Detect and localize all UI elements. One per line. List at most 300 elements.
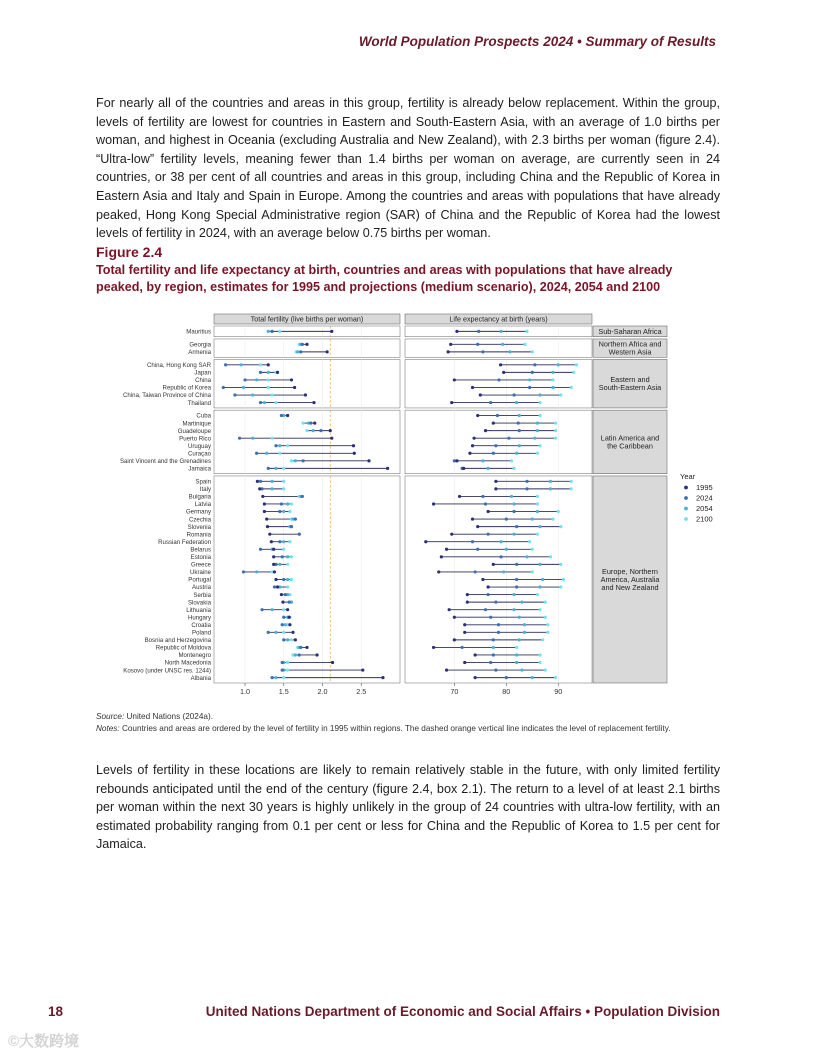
footer-division: United Nations Department of Economic and Social Affairs • Population Division: [205, 1004, 720, 1019]
country-label: China, Hong Kong SAR: [146, 362, 211, 370]
data-point-2024: [280, 414, 283, 417]
data-point-2024: [492, 638, 495, 641]
data-point-2054: [286, 578, 289, 581]
data-point-1995: [305, 646, 308, 649]
data-point-1995: [471, 444, 474, 447]
data-point-2054: [536, 429, 539, 432]
data-point-1995: [445, 668, 448, 671]
data-point-2054: [286, 502, 289, 505]
data-point-1995: [353, 452, 356, 455]
data-point-2024: [282, 578, 285, 581]
panel-title: Total fertility (live births per woman): [250, 314, 364, 324]
data-point-2100: [282, 631, 285, 634]
data-point-1995: [261, 495, 264, 498]
data-point-2024: [259, 371, 262, 374]
data-point-2054: [541, 578, 544, 581]
data-point-1995: [263, 510, 266, 513]
intro-paragraph: For nearly all of the countries and areas in this group, fertility is already below replacement. Within the group, levels of fertility are lowest for countries in Eastern and South-Eastern Asia, with an average of 1.0 births per woman, and highest in Oceania (excluding Australia and New Zealand), with 2.3 births per woman (figure 2.4). “Ultra-low” fertility levels, meaning fewer than 1.4 births per woman on average, are currently seen in 24 countries, or 38 per cent of all countries and areas in this group, including China and the Republic of Korea in Eastern Asia and Italy and Spain in Europe. Among the countries and areas with populations that have already peaked, Hong Kong Special Administrative region (SAR) of China and the Republic of Korea had the lowest levels of fertility in 2024, with an average below 0.75 births per woman.: [96, 96, 720, 241]
data-point-2024: [259, 401, 262, 404]
data-point-1995: [352, 444, 355, 447]
data-point-2100: [536, 495, 539, 498]
panel-title: Life expectancy at birth (years): [449, 314, 548, 324]
data-point-2024: [531, 371, 534, 374]
data-point-2024: [299, 646, 302, 649]
data-point-2054: [278, 563, 281, 566]
data-point-2100: [559, 393, 562, 396]
data-point-2100: [536, 452, 539, 455]
country-label: Guadeloupe: [177, 427, 211, 435]
data-point-2054: [515, 661, 518, 664]
data-point-1995: [272, 548, 275, 551]
data-point-1995: [449, 343, 452, 346]
data-point-2024: [278, 540, 281, 543]
data-point-2100: [575, 363, 578, 366]
country-label: Lithuania: [186, 606, 211, 614]
data-point-2054: [284, 623, 287, 626]
data-point-2100: [528, 540, 531, 543]
country-label: Estonia: [190, 554, 211, 562]
data-point-1995: [315, 653, 318, 656]
data-point-2054: [515, 653, 518, 656]
data-point-1995: [386, 467, 389, 470]
data-point-2024: [271, 676, 274, 679]
data-point-2024: [309, 421, 312, 424]
data-point-2054: [296, 350, 299, 353]
data-point-2024: [284, 593, 287, 596]
data-point-2054: [499, 540, 502, 543]
data-point-2100: [515, 646, 518, 649]
data-point-2024: [301, 343, 304, 346]
country-label: Italy: [199, 486, 211, 494]
country-label: China, Taiwan Province of China: [123, 392, 211, 400]
data-point-2100: [557, 510, 560, 513]
data-point-2054: [255, 570, 258, 573]
data-point-2054: [528, 378, 531, 381]
data-point-2024: [302, 459, 305, 462]
tick-label: 70: [450, 687, 459, 696]
country-label: Ukraine: [190, 569, 211, 577]
followup-paragraph: Levels of fertility in these locations are likely to remain relatively stable in the future, with only limited fertility rebounds anticipated until the end of the century (figure 2.4, box 2.1). The return to a level of at least 2.1 births per woman within the next 30 years is highly unlikely in the group of 24 countries with ultra-low fertility, with an estimated probability ranging from 0.1 per cent or less for China and the Republic of Korea to 1.5 per cent for Jamaica.: [96, 763, 720, 852]
legend-swatch-2100: [684, 517, 688, 521]
data-point-1995: [487, 510, 490, 513]
country-label: Greece: [191, 561, 211, 569]
data-point-1995: [293, 386, 296, 389]
data-point-2100: [554, 421, 557, 424]
data-point-2100: [288, 510, 291, 513]
data-point-2054: [520, 601, 523, 604]
data-point-2024: [282, 616, 285, 619]
data-point-2024: [525, 487, 528, 490]
legend-title: Year: [680, 472, 696, 481]
country-label: Georgia: [189, 341, 211, 349]
data-point-2024: [273, 585, 276, 588]
data-point-2054: [551, 371, 554, 374]
country-label: Puerto Rico: [179, 435, 211, 443]
data-point-2100: [282, 487, 285, 490]
running-title: World Population Prospects 2024 • Summary of Results: [358, 34, 716, 49]
data-point-2054: [267, 371, 270, 374]
data-point-1995: [499, 363, 502, 366]
data-point-2100: [531, 350, 534, 353]
data-point-2100: [290, 555, 293, 558]
data-point-1995: [258, 487, 261, 490]
tick-label: 1.5: [278, 687, 289, 696]
data-point-1995: [432, 502, 435, 505]
data-point-1995: [479, 393, 482, 396]
data-point-1995: [463, 631, 466, 634]
data-point-2024: [515, 578, 518, 581]
legend-label: 2100: [696, 514, 713, 524]
data-point-2024: [280, 502, 283, 505]
region-label: Sub-Saharan Africa: [598, 326, 662, 336]
legend-swatch-2054: [684, 507, 688, 511]
data-point-2024: [267, 467, 270, 470]
data-point-2054: [557, 363, 560, 366]
data-point-1995: [494, 480, 497, 483]
data-point-2054: [538, 585, 541, 588]
data-point-2024: [222, 386, 225, 389]
data-point-1995: [463, 623, 466, 626]
data-point-2024: [507, 437, 510, 440]
data-point-1995: [288, 616, 291, 619]
country-label: China: [195, 377, 211, 385]
data-point-2024: [496, 414, 499, 417]
data-point-2054: [518, 616, 521, 619]
data-point-2100: [282, 608, 285, 611]
data-point-2100: [559, 525, 562, 528]
data-point-1995: [288, 623, 291, 626]
data-point-2100: [282, 548, 285, 551]
data-point-2024: [301, 495, 304, 498]
data-point-2100: [290, 638, 293, 641]
data-point-2100: [538, 661, 541, 664]
data-point-1995: [453, 616, 456, 619]
data-point-2024: [271, 330, 274, 333]
data-point-2024: [515, 525, 518, 528]
data-point-1995: [256, 480, 259, 483]
data-point-2054: [505, 548, 508, 551]
data-point-2054: [274, 467, 277, 470]
data-point-2054: [274, 631, 277, 634]
data-point-2100: [536, 533, 539, 536]
data-point-2024: [499, 555, 502, 558]
data-point-2024: [242, 570, 245, 573]
data-point-2054: [312, 429, 315, 432]
panel-facet-box: [405, 359, 592, 408]
data-point-2100: [551, 517, 554, 520]
region-label: and New Zealand: [601, 582, 659, 592]
data-point-2024: [515, 585, 518, 588]
country-label: Slovenia: [187, 523, 211, 531]
data-point-1995: [471, 517, 474, 520]
data-point-2100: [305, 429, 308, 432]
data-point-2100: [538, 414, 541, 417]
data-point-2054: [508, 350, 511, 353]
data-point-2024: [260, 608, 263, 611]
data-point-1995: [476, 525, 479, 528]
data-point-2100: [525, 330, 528, 333]
region-label: America, Australia: [600, 574, 660, 584]
country-label: Saint Vincent and the Grenadines: [119, 458, 211, 466]
data-point-2100: [544, 668, 547, 671]
data-point-1995: [331, 661, 334, 664]
country-label: Portugal: [188, 576, 211, 584]
data-point-2024: [494, 668, 497, 671]
data-point-2054: [538, 563, 541, 566]
data-point-1995: [455, 330, 458, 333]
data-point-2100: [559, 563, 562, 566]
country-label: Martinique: [182, 420, 211, 428]
data-point-2024: [319, 429, 322, 432]
data-point-2100: [544, 616, 547, 619]
data-point-2024: [288, 601, 291, 604]
country-label: Belarus: [190, 546, 211, 554]
data-point-2100: [271, 437, 274, 440]
data-point-2024: [255, 452, 258, 455]
data-point-2100: [278, 452, 281, 455]
data-point-2054: [274, 676, 277, 679]
data-point-2100: [290, 502, 293, 505]
data-point-2100: [546, 631, 549, 634]
data-point-1995: [437, 570, 440, 573]
figure-chart: [96, 310, 726, 710]
data-point-2024: [281, 661, 284, 664]
legend-swatch-1995: [684, 486, 688, 490]
data-point-1995: [273, 570, 276, 573]
data-point-1995: [445, 548, 448, 551]
data-point-2100: [286, 661, 289, 664]
data-point-2024: [497, 631, 500, 634]
data-point-1995: [474, 676, 477, 679]
data-point-2024: [494, 601, 497, 604]
data-point-2100: [570, 386, 573, 389]
data-point-2100: [538, 608, 541, 611]
data-point-2024: [517, 421, 520, 424]
country-label: Thailand: [187, 399, 211, 407]
country-label: Czechia: [188, 516, 211, 524]
data-point-1995: [361, 668, 364, 671]
data-point-2100: [562, 578, 565, 581]
data-point-2024: [476, 343, 479, 346]
data-point-2054: [267, 330, 270, 333]
data-point-2054: [533, 437, 536, 440]
country-label: Montenegro: [178, 652, 211, 660]
data-point-2100: [559, 585, 562, 588]
data-point-2100: [538, 653, 541, 656]
data-point-2054: [271, 487, 274, 490]
legend-label: 2054: [696, 504, 713, 513]
data-point-2100: [538, 401, 541, 404]
data-point-1995: [294, 638, 297, 641]
data-point-2100: [290, 578, 293, 581]
tick-label: 90: [554, 687, 563, 696]
country-label: Bulgaria: [188, 493, 211, 501]
data-point-1995: [326, 350, 329, 353]
panel-facet-box: [405, 410, 592, 474]
data-point-2054: [251, 437, 254, 440]
tick-label: 80: [502, 687, 511, 696]
data-point-2054: [499, 330, 502, 333]
data-point-2024: [281, 668, 284, 671]
page-number: 18: [48, 1004, 64, 1019]
data-point-2054: [525, 555, 528, 558]
data-point-2054: [536, 421, 539, 424]
region-label: the Caribbean: [607, 441, 653, 451]
data-point-2024: [528, 386, 531, 389]
data-point-2024: [298, 653, 301, 656]
data-point-2054: [512, 608, 515, 611]
data-point-2054: [294, 653, 297, 656]
data-point-1995: [481, 578, 484, 581]
data-point-2024: [259, 548, 262, 551]
country-label: Russian Federation: [158, 538, 211, 546]
legend-swatch-2024: [684, 496, 688, 500]
data-point-2024: [471, 540, 474, 543]
data-point-1995: [263, 502, 266, 505]
data-point-2024: [487, 593, 490, 596]
data-point-2054: [518, 444, 521, 447]
data-point-2024: [476, 548, 479, 551]
data-point-2100: [286, 563, 289, 566]
data-point-2100: [538, 444, 541, 447]
data-point-1995: [471, 386, 474, 389]
data-point-2024: [518, 429, 521, 432]
country-label: Slovakia: [187, 599, 211, 607]
data-point-2054: [523, 631, 526, 634]
data-point-2054: [502, 570, 505, 573]
data-point-1995: [466, 601, 469, 604]
data-point-1995: [463, 661, 466, 664]
data-point-2024: [512, 510, 515, 513]
data-point-2100: [282, 676, 285, 679]
data-point-1995: [290, 378, 293, 381]
country-label: Romania: [186, 531, 211, 539]
data-point-2100: [288, 540, 291, 543]
data-point-2024: [505, 676, 508, 679]
data-point-2054: [523, 623, 526, 626]
data-point-2024: [298, 533, 301, 536]
data-point-2054: [282, 510, 285, 513]
data-point-2100: [531, 570, 534, 573]
data-point-2100: [570, 480, 573, 483]
data-point-2100: [286, 585, 289, 588]
data-point-2024: [238, 437, 241, 440]
data-point-2024: [461, 646, 464, 649]
data-point-1995: [266, 525, 269, 528]
data-point-2054: [518, 638, 521, 641]
data-point-1995: [424, 540, 427, 543]
notes-line: [96, 723, 671, 735]
data-point-1995: [367, 459, 370, 462]
data-point-1995: [494, 487, 497, 490]
data-point-2024: [492, 653, 495, 656]
figure-label: Figure 2.4: [96, 244, 163, 260]
data-point-2054: [265, 452, 268, 455]
country-label: Jamaica: [188, 465, 211, 473]
data-point-2100: [531, 548, 534, 551]
data-point-2054: [501, 343, 504, 346]
data-point-1995: [440, 555, 443, 558]
data-point-2100: [512, 467, 515, 470]
data-point-2100: [523, 343, 526, 346]
data-point-2024: [267, 631, 270, 634]
region-label: South-Eastern Asia: [598, 383, 662, 393]
data-point-2024: [484, 608, 487, 611]
data-point-1995: [286, 414, 289, 417]
data-point-2024: [474, 570, 477, 573]
data-point-1995: [313, 421, 316, 424]
country-label: Kosovo (under UNSC res. 1244): [123, 667, 211, 675]
data-point-2100: [536, 502, 539, 505]
data-point-2054: [549, 480, 552, 483]
legend-label: 1995: [696, 483, 713, 492]
country-label: Mauritius: [186, 328, 211, 336]
data-point-2100: [302, 421, 305, 424]
data-point-1995: [466, 593, 469, 596]
data-point-2024: [481, 495, 484, 498]
data-point-2024: [533, 363, 536, 366]
data-point-1995: [450, 401, 453, 404]
data-point-1995: [330, 437, 333, 440]
data-point-2054: [251, 393, 254, 396]
data-point-2054: [531, 676, 534, 679]
data-point-1995: [265, 517, 268, 520]
region-label: Europe, Northern: [602, 566, 658, 576]
data-point-1995: [381, 676, 384, 679]
country-label: Albania: [190, 674, 211, 682]
data-point-2024: [497, 623, 500, 626]
data-point-2100: [286, 668, 289, 671]
data-point-2054: [538, 525, 541, 528]
data-point-1995: [484, 429, 487, 432]
data-point-2054: [515, 401, 518, 404]
country-label: Croatia: [191, 621, 211, 629]
data-point-2100: [267, 378, 270, 381]
source-text: United Nations (2024a).: [126, 712, 213, 721]
legend-label: 2024: [696, 493, 713, 503]
data-point-2054: [512, 593, 515, 596]
data-point-1995: [447, 350, 450, 353]
data-point-2024: [494, 444, 497, 447]
data-point-2100: [267, 386, 270, 389]
data-point-2024: [515, 563, 518, 566]
data-point-1995: [272, 563, 275, 566]
data-point-2054: [492, 646, 495, 649]
tick-label: 1.0: [240, 687, 250, 696]
region-label: Western Asia: [608, 347, 652, 357]
figure-title: Total fertility and life expectancy at birth, countries and areas with populations that have already peaked, by region, estimates for 1995 and projections (medium scenario), 2024, 2054 and 2100: [96, 263, 673, 294]
region-label: Latin America and: [600, 433, 660, 443]
data-point-2024: [278, 510, 281, 513]
country-label: Hungary: [187, 614, 211, 622]
data-point-2100: [271, 393, 274, 396]
data-point-1995: [492, 563, 495, 566]
data-point-2054: [510, 495, 513, 498]
data-point-2054: [536, 510, 539, 513]
data-point-2054: [481, 459, 484, 462]
data-point-2100: [541, 638, 544, 641]
data-point-1995: [280, 593, 283, 596]
data-point-2054: [531, 517, 534, 520]
data-point-2054: [255, 378, 258, 381]
tick-label: 2.5: [356, 687, 367, 696]
data-point-1995: [448, 608, 451, 611]
figure-source-notes: [96, 711, 671, 735]
notes-label: Notes:: [96, 724, 120, 733]
data-point-2054: [282, 540, 285, 543]
data-point-2054: [271, 608, 274, 611]
data-point-1995: [330, 330, 333, 333]
